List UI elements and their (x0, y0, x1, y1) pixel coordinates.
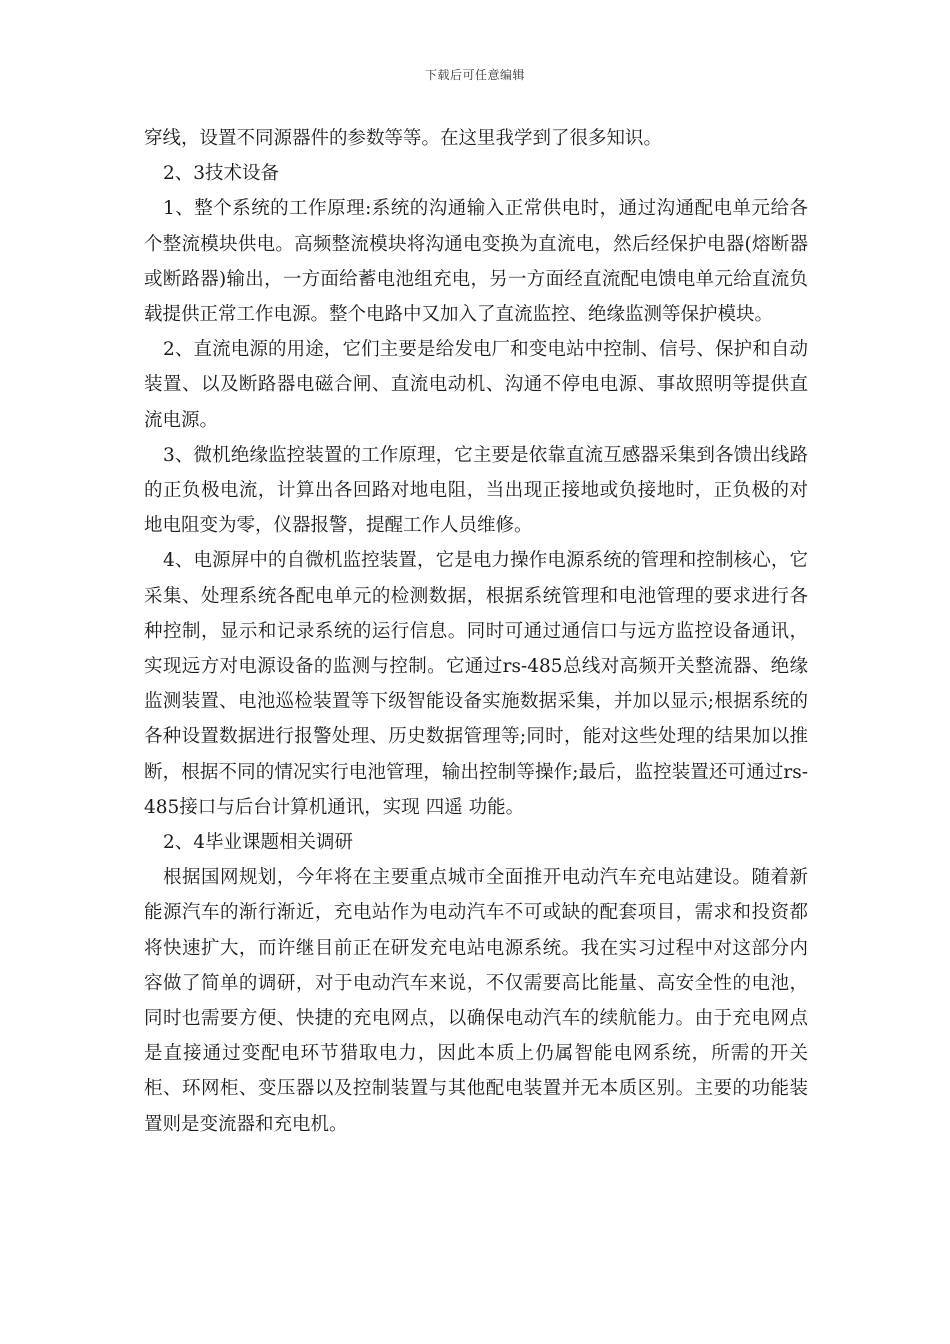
paragraph-item-1: 1、整个系统的工作原理:系统的沟通输入正常供电时，通过沟通配电单元给各个整流模块供电。高频整流模块将沟通电变换为直流电，然后经保护电器(熔断器或断路器)输出，一方面给蓄电池组充电，另一方面经直流配电馈电单元给直流负载提供正常工作电源。整个电路中又加入了直流监控、绝缘监测等保护模块。 (144, 198, 808, 326)
page-header: 下载后可任意编辑 (424, 68, 525, 82)
paragraph-research: 根据国网规划，今年将在主要重点城市全面推开电动汽车充电站建设。随着新能源汽车的渐行渐近，充电站作为电动汽车不可或缺的配套项目，需求和投资都将快速扩大，而许继目前正在研发充电站电源系统。我在实习过程中对这部分内容做了简单的调研，对于电动汽车来说，不仅需要高比能量、高安全性的电池，同时也需要方便、快捷的充电网点，以确保电动汽车的续航能力。由于充电网点是直接通过变配电环节猎取电力，因此本质上仍属智能电网系统，所需的开关柜、环网柜、变压器以及控制装置与其他配电装置并无本质区别。主要的功能装置则是变流器和充电机。 (144, 867, 808, 1135)
section-heading-2-3: 2、3技术设备 (163, 163, 280, 185)
paragraph-item-2: 2、直流电源的用途，它们主要是给发电厂和变电站中控制、信号、保护和自动装置、以及断路器电磁合闸、直流电动机、沟通不停电电源、事故照明等提供直流电源。 (144, 339, 808, 431)
paragraph-item-4: 4、电源屏中的自微机监控装置，它是电力操作电源系统的管理和控制核心，它采集、处理系统各配电单元的检测数据，根据系统管理和电池管理的要求进行各种控制，显示和记录系统的运行信息。同时可通过通信口与远方监控设备通讯，实现远方对电源设备的监测与控制。它通过rs-485总线对高频开关整流器、绝缘监测装置、电池巡检装置等下级智能设备实施数据采集，并加以显示;根据系统的各种设置数据进行报警处理、历史数据管理等;同时，能对这些处理的结果加以推断，根据不同的情况实行电池管理，输出控制等操作;最后，监控装置还可通过rs-485接口与后台计算机通讯，实现 四遥 功能。 (144, 550, 808, 818)
document-body (144, 121, 808, 1142)
paragraph-continuation: 穿线，设置不同源器件的参数等等。在这里我学到了很多知识。 (144, 128, 663, 149)
paragraph-item-3: 3、微机绝缘监控装置的工作原理，它主要是依靠直流互感器采集到各馈出线路的正负极电流，计算出各回路对地电阻，当出现正接地或负接地时，正负极的对地电阻变为零，仪器报警，提醒工作人员维修。 (144, 444, 808, 537)
section-heading-2-4: 2、4毕业课题相关调研 (163, 832, 354, 854)
